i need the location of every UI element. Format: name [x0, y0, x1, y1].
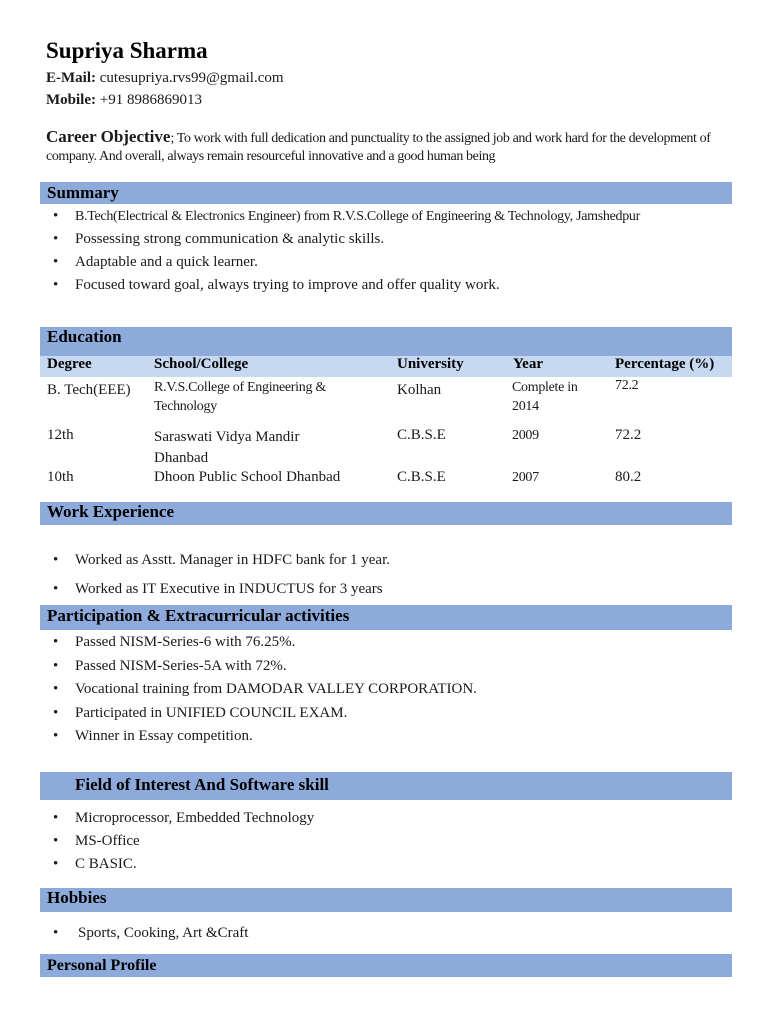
list-item: • Possessing strong communication & analytic skills.	[40, 231, 720, 248]
column-header-percentage: Percentage (%)	[615, 356, 715, 372]
hobbies-list	[40, 924, 720, 943]
list-item: • Sports, Cooking, Art &Craft	[40, 924, 720, 943]
work-list	[40, 551, 720, 599]
column-header-school: School/College	[154, 356, 249, 372]
objective-text: ; To work with full dedication and punctuality to the assigned job and work hard for the development of company. And overall, always remain resourceful innovative and a good human being	[46, 131, 711, 164]
section-participation-header: Participation & Extracurricular activities	[40, 605, 732, 630]
section-personal-header: Personal Profile	[40, 954, 732, 977]
list-item: • B.Tech(Electrical & Electronics Engineer) from R.V.S.College of Engineering & Technology, Jamshedpur	[40, 208, 720, 225]
list-item: • Participated in UNIFIED COUNCIL EXAM.	[40, 704, 720, 723]
list-item: • Passed NISM-Series-6 with 76.25%.	[40, 633, 720, 652]
table-cell-university: C.B.S.E	[397, 469, 446, 485]
mobile-value: +91 8986869013	[99, 92, 202, 108]
career-objective	[46, 128, 726, 166]
table-cell-percentage: 80.2	[615, 469, 642, 485]
column-header-university: University	[397, 356, 464, 372]
table-cell-year: Complete in 2014	[512, 380, 578, 414]
participation-list	[40, 633, 720, 746]
table-cell-percentage: 72.2	[615, 427, 642, 443]
section-education-header: Education	[40, 327, 732, 356]
list-item: • Worked as IT Executive in INDUCTUS for 3 years	[40, 580, 720, 599]
email-line	[46, 70, 284, 87]
section-work-header: Work Experience	[40, 502, 732, 525]
list-item: • Focused toward goal, always trying to improve and offer quality work.	[40, 277, 720, 294]
email-label: E-Mail:	[46, 70, 96, 86]
table-cell-degree: 10th	[47, 469, 74, 485]
column-header-degree: Degree	[47, 356, 92, 372]
section-hobbies-header: Hobbies	[40, 888, 732, 912]
mobile-label: Mobile:	[46, 92, 96, 108]
list-item: • Winner in Essay competition.	[40, 727, 720, 746]
list-item: • Microprocessor, Embedded Technology	[40, 809, 720, 828]
table-cell-school: Saraswati Vidya Mandir Dhanbad	[154, 429, 300, 466]
interest-list	[40, 809, 720, 874]
list-item: • C BASIC.	[40, 855, 720, 874]
list-item: • Adaptable and a quick learner.	[40, 254, 720, 271]
table-cell-percentage: 72.2	[615, 378, 639, 393]
table-cell-university: Kolhan	[397, 382, 442, 398]
mobile-line	[46, 92, 202, 109]
table-cell-degree: 12th	[47, 427, 74, 443]
table-cell-year: 2009	[512, 428, 539, 443]
list-item: • MS-Office	[40, 832, 720, 851]
table-cell-year: 2007	[512, 470, 539, 485]
list-item: • Passed NISM-Series-5A with 72%.	[40, 657, 720, 676]
section-interest-header: Field of Interest And Software skill	[40, 772, 732, 800]
list-item: • Worked as Asstt. Manager in HDFC bank for 1 year.	[40, 551, 720, 570]
candidate-name: Supriya Sharma	[46, 38, 208, 63]
table-cell-school: Dhoon Public School Dhanbad	[154, 469, 341, 485]
email-value[interactable]: cutesupriya.rvs99@gmail.com	[99, 70, 284, 86]
column-header-year: Year	[513, 356, 543, 372]
table-cell-school: R.V.S.College of Engineering & Technology	[154, 380, 326, 414]
objective-label: Career Objective	[46, 127, 171, 146]
summary-list	[40, 208, 720, 294]
table-cell-degree: B. Tech(EEE)	[47, 382, 131, 398]
table-cell-university: C.B.S.E	[397, 427, 446, 443]
section-summary-header: Summary	[40, 182, 732, 204]
list-item: • Vocational training from DAMODAR VALLEY CORPORATION.	[40, 680, 720, 699]
